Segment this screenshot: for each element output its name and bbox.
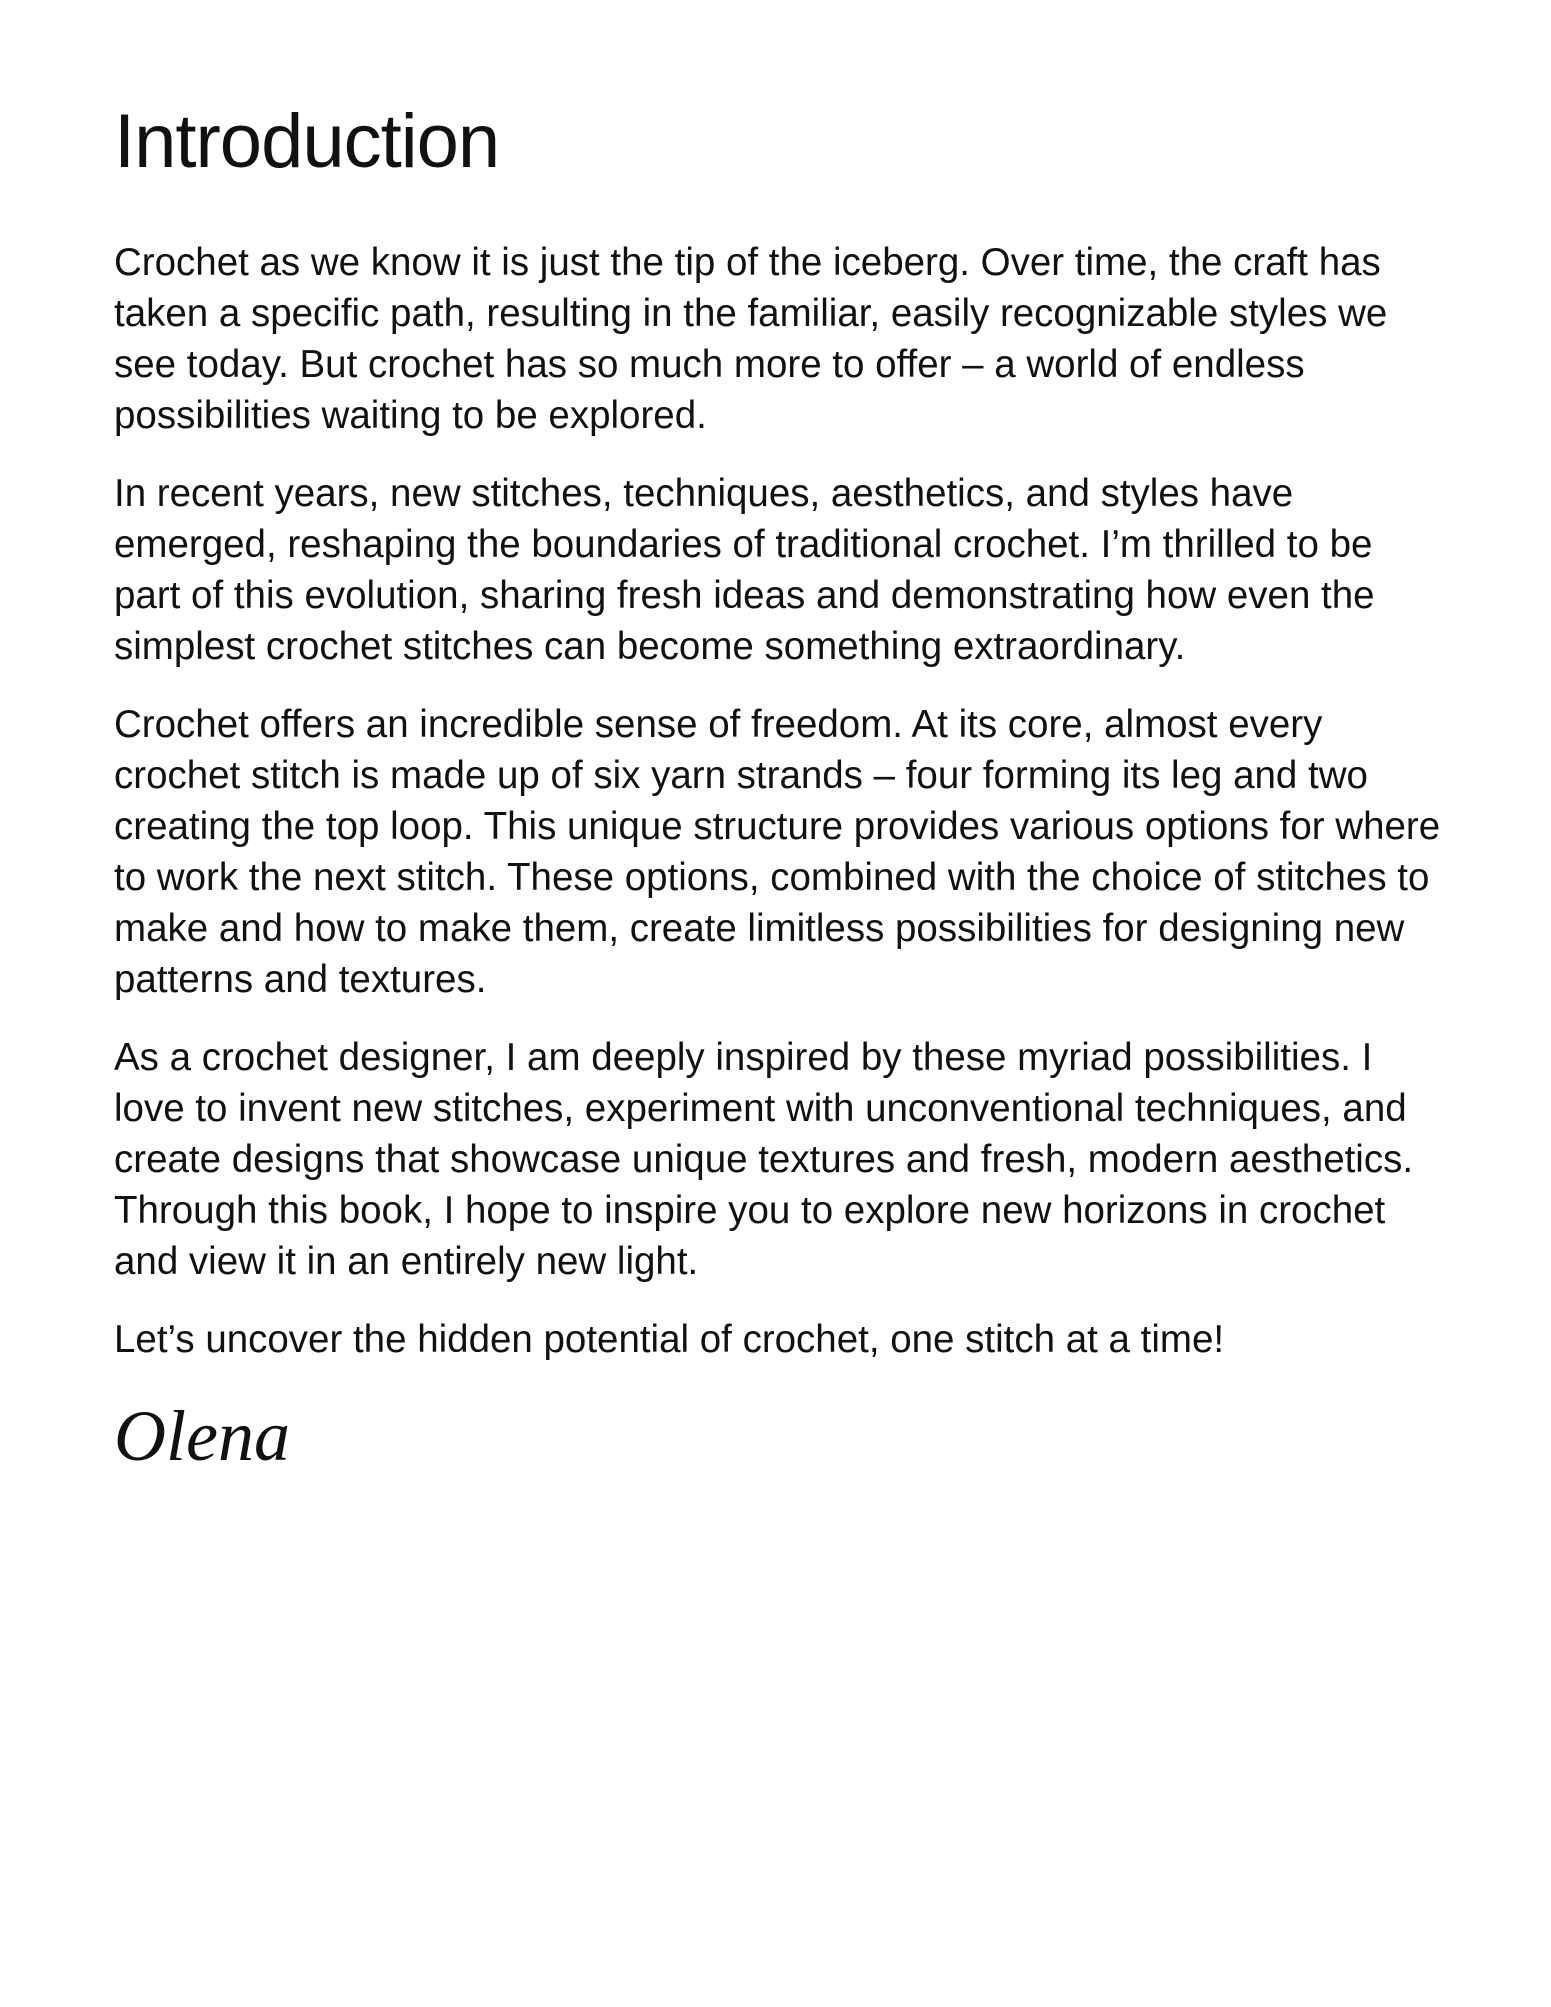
paragraph-5: Let’s uncover the hidden potential of crochet, one stitch at a time! bbox=[114, 1317, 1225, 1361]
page-content bbox=[114, 100, 1444, 1476]
paragraph-1: Crochet as we know it is just the tip of the iceberg. Over time, the craft has taken a specific path, resulting in the familiar, easily recognizable styles we see today. But crochet has so much more to offer – a world of endless possibilities waiting to be explored. bbox=[114, 240, 1388, 437]
page-title: Introduction bbox=[114, 99, 500, 184]
author-signature: Olena bbox=[114, 1395, 290, 1476]
paragraph-3: Crochet offers an incredible sense of freedom. At its core, almost every crochet stitch is made up of six yarn strands – four forming its leg and two creating the top loop. This unique structure provides various options for where to work the next stitch. These options, combined with the choice of stitches to make and how to make them, create limitless possibilities for designing new patterns and textures. bbox=[114, 702, 1441, 1001]
paragraph-4: As a crochet designer, I am deeply inspired by these myriad possibilities. I love to invent new stitches, experiment with unconventional techniques, and create designs that showcase unique textures and fresh, modern aesthetics. Through this book, I hope to inspire you to explore new horizons in crochet and view it in an entirely new light. bbox=[114, 1035, 1414, 1283]
paragraph-2: In recent years, new stitches, techniques, aesthetics, and styles have emerged, reshaping the boundaries of traditional crochet. I’m thrilled to be part of this evolution, sharing fresh ideas and demonstrating how even the simplest crochet stitches can become something extraordinary. bbox=[114, 471, 1375, 668]
